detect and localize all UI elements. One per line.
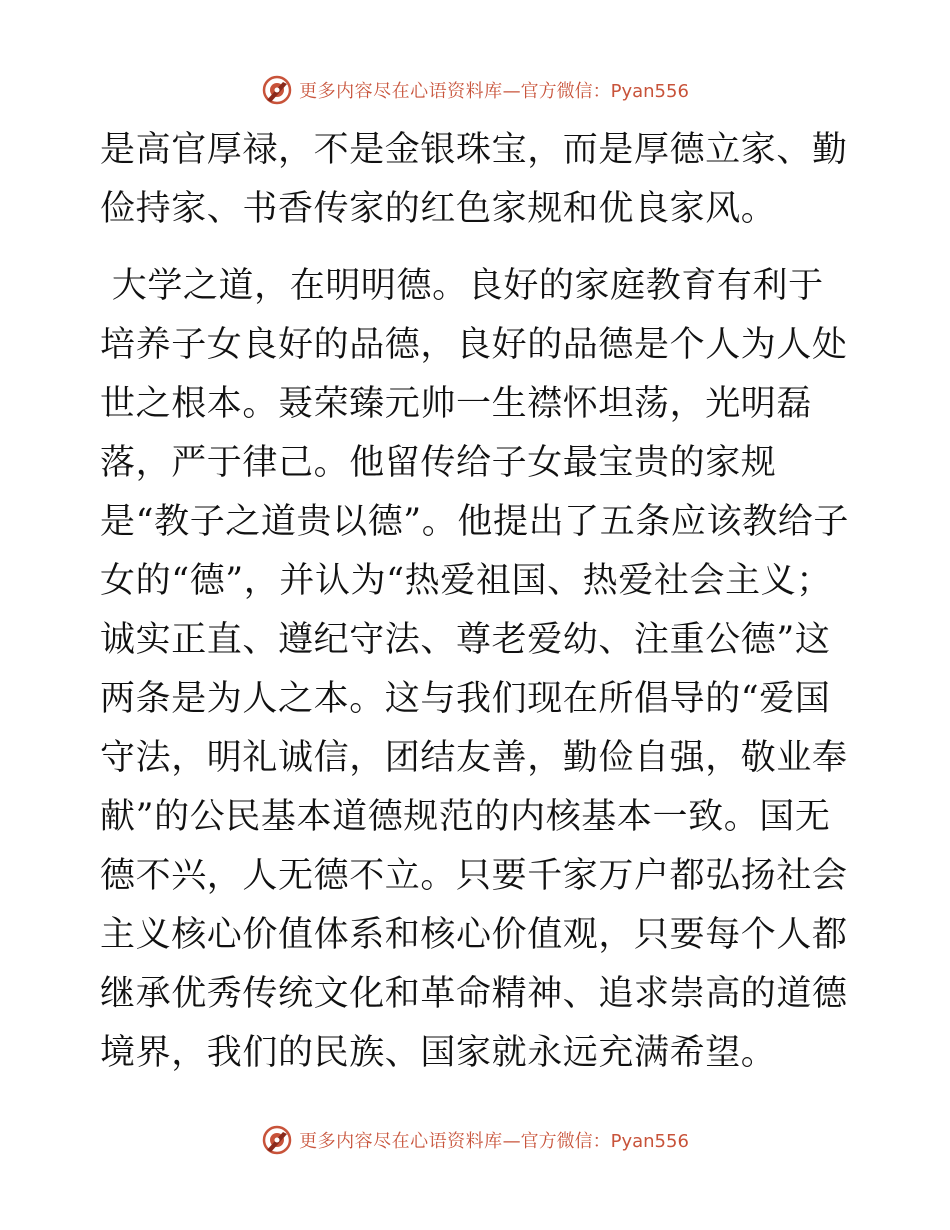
header-wechat-text: —官方微信：Pyan556 — [502, 81, 689, 102]
footer-wechat-text: —官方微信：Pyan556 — [502, 1131, 689, 1152]
header-banner — [0, 70, 950, 110]
document-body — [100, 121, 852, 1083]
pen-nib-logo-icon — [261, 74, 293, 106]
footer-banner — [0, 1120, 950, 1160]
pen-nib-logo-icon — [261, 1124, 293, 1156]
paragraph-1: 是高官厚禄，不是金银珠宝，而是厚德立家、勤俭持家、书香传家的红色家规和优良家风。 — [100, 130, 848, 229]
paragraph-2: 大学之道，在明明德。良好的家庭教育有利于培养子女良好的品德，良好的品德是个人为人处世之根本。聂荣臻元帅一生襟怀坦荡，光明磊落，严于律己。他留传给子女最宝贵的家规是“教子之道贵以德”。他提出了五条应该教给子女的“德”，并认为“热爱祖国、热爱社会主义；诚实正直、遵纪守法、尊老爱幼、注重公德”这两条是为人之本。这与我们现在所倡导的“爱国守法，明礼诚信，团结友善，勤俭自强，敬业奉献”的公民基本道德规范的内核基本一致。国无德不兴，人无德不立。只要千家万户都弘扬社会主义核心价值体系和核心价值观，只要每个人都继承优秀传统文化和革命精神、追求崇高的道德境界，我们的民族、国家就永远充满希望。 — [100, 266, 849, 1073]
footer-brand-text: 更多内容尽在心语资料库 — [299, 1131, 503, 1152]
header-brand-text: 更多内容尽在心语资料库 — [299, 81, 503, 102]
